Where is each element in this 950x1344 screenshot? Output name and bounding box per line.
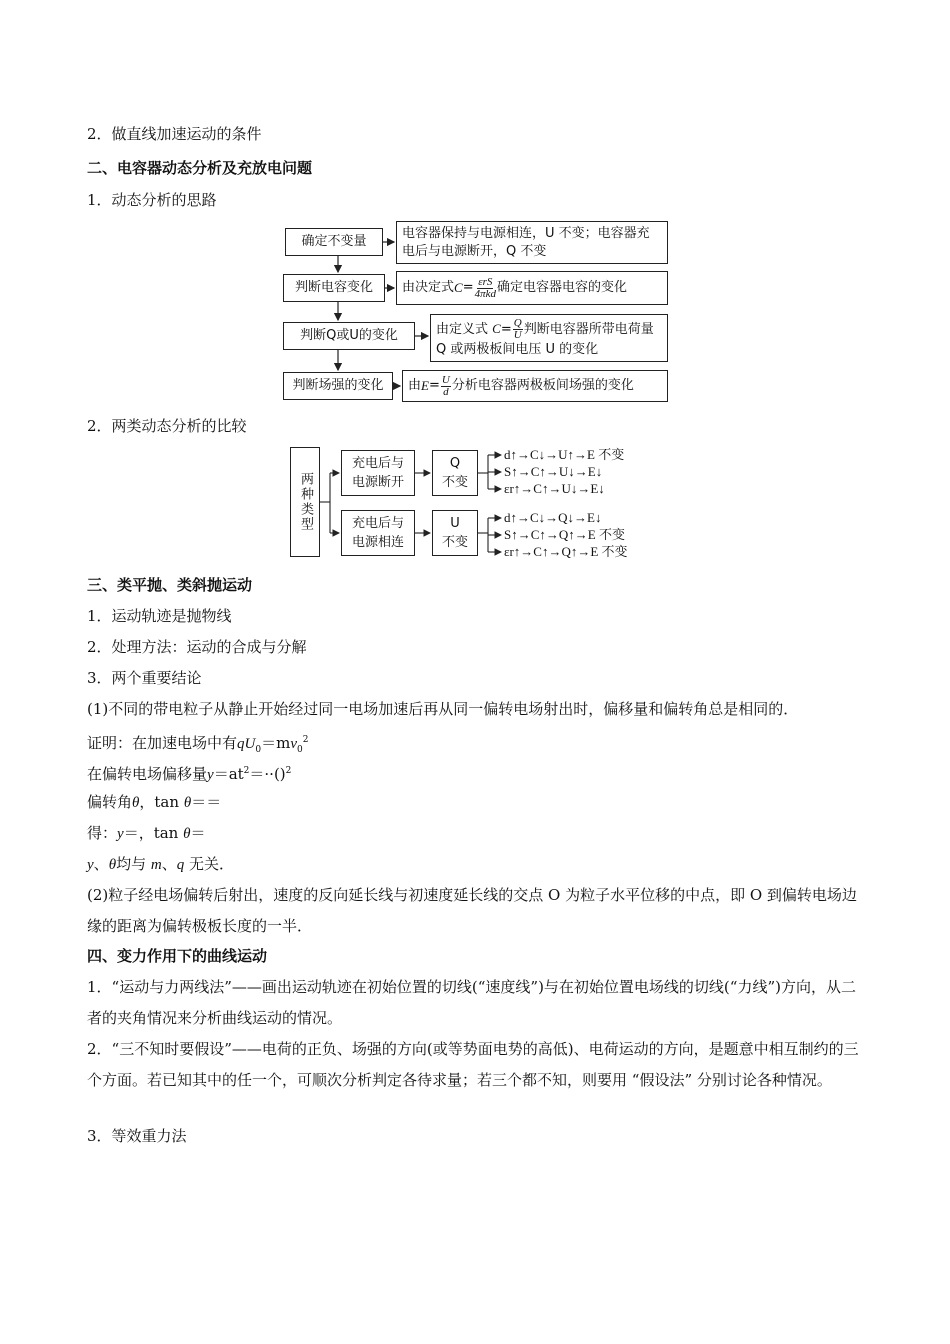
type-label: 两种类型 <box>290 447 320 557</box>
flow-step-4: 判断场强的变化 <box>283 372 393 400</box>
item-conclusions: 3．两个重要结论 <box>87 669 202 687</box>
expr-equals-m: ＝m <box>261 734 291 752</box>
capacitance-symbol: C <box>454 280 463 295</box>
flow-step-1: 确定不变量 <box>285 228 383 256</box>
expr-y: y <box>207 767 214 783</box>
fraction-numerator: Q <box>513 316 522 329</box>
chain-connected-2: S↑→C↑→Q↑→E 不变 <box>504 527 625 542</box>
flow-step-2: 判断电容变化 <box>283 274 385 302</box>
expr-theta: θ <box>108 857 117 873</box>
item-two-types: 2．两类动态分析的比较 <box>87 417 247 435</box>
proof-text: 偏转角 <box>87 793 133 811</box>
flow-note-3-prefix: 由定义式 <box>436 321 489 337</box>
flow-note-4-prefix: 由 <box>408 378 422 393</box>
fraction-denominator: 4πkd <box>474 287 496 300</box>
expr-theta: θ <box>183 826 191 842</box>
flow-step-3: 判断Q或U的变化 <box>283 322 415 350</box>
expr-tan: ＝，tan <box>123 824 179 842</box>
case-connected: 充电后与电源相连 <box>341 510 415 556</box>
item-parabola: 1．运动轨迹是抛物线 <box>87 607 232 625</box>
separator: 、 <box>161 855 177 873</box>
case-disconnected: 充电后与电源断开 <box>341 450 415 496</box>
flow-note-1-text: 电容器保持与电源相连，U 不变；电容器充电后与电源断开，Q 不变 <box>402 225 650 259</box>
expr-equals: ＝＝ <box>191 793 222 811</box>
expr-theta: θ <box>132 795 140 811</box>
comparison-connectors <box>0 430 950 570</box>
expr-v: v <box>290 736 297 752</box>
expr-tan: ，tan <box>139 793 180 811</box>
section-heading-4: 四、变力作用下的曲线运动 <box>87 947 268 965</box>
chain-connected-1: d↑→C↓→Q↓→E↓ <box>504 510 602 525</box>
chain-disconnected-1: d↑→C↓→U↑→E 不变 <box>504 447 625 462</box>
expr-theta: θ <box>183 795 192 811</box>
chain-connected-3: εr↑→C↑→Q↑→E 不变 <box>504 544 628 559</box>
chain-disconnected-3: εr↑→C↑→U↓→E↓ <box>504 481 605 496</box>
flow-note-4-suffix: 分析电容器两极板间场强的变化 <box>451 378 634 393</box>
subscript: 0 <box>255 745 262 755</box>
capacitance-symbol: C <box>492 320 501 336</box>
case-disconnected-constant: Q 不变 <box>432 450 478 496</box>
method-assumption: 2．“三不知时要假设”——电荷的正负、场强的方向(或等势面电势的高低)、电荷运动的方向，是题意中相互制约的三个方面。若已知其中的任一个，可顺次分析判定各待求量；若三个都不知，则要用 “假设法” 分别讨论各种情况。 <box>87 1040 859 1089</box>
proof-line-4 <box>87 822 206 845</box>
expr-rest: ＝··() <box>249 765 286 783</box>
method-two-lines: 1．“运动与力两线法”——画出运动轨迹在初始位置的切线(“速度线”)与在初始位置电场线的切线(“力线”)方向，从二者的夹角情况来分析曲线运动的情况。 <box>87 978 856 1027</box>
proof-text: 无关． <box>189 855 235 873</box>
proof-text: 得： <box>87 824 118 842</box>
item-equivalent-gravity: 3．等效重力法 <box>87 1127 187 1145</box>
expr-m: m <box>150 857 162 873</box>
superscript: 2 <box>285 766 292 776</box>
conclusion-2: (2)粒子经电场偏转后射出，速度的反向延长线与初速度延长线的交点 O 为粒子水平位移的中点，即 O 到偏转电场边缘的距离为偏转极板长度的一半． <box>87 886 857 935</box>
section-heading-3: 三、类平抛、类斜抛运动 <box>87 576 253 594</box>
fraction-numerator: εrS <box>478 275 493 288</box>
expr-equals: ＝ <box>190 824 206 842</box>
expr-qU: qU <box>237 736 256 752</box>
item-linear-acceleration: 2．做直线加速运动的条件 <box>87 125 262 143</box>
proof-line-5 <box>87 853 234 876</box>
proof-text: 均与 <box>116 855 147 873</box>
proof-text: 证明：在加速电场中有 <box>87 734 238 752</box>
item-method: 2．处理方法：运动的合成与分解 <box>87 638 307 656</box>
flowchart-arrows <box>0 0 950 420</box>
subscript: 0 <box>297 745 303 755</box>
case-connected-constant: U 不变 <box>432 510 478 556</box>
proof-line-2 <box>87 760 291 786</box>
proof-text: 在偏转电场偏移量 <box>87 765 208 783</box>
expr-y: y <box>87 857 94 873</box>
separator: 、 <box>93 855 109 873</box>
expr-at: ＝at <box>213 765 244 783</box>
section-heading-2: 二、电容器动态分析及充放电问题 <box>87 159 313 177</box>
proof-line-3 <box>87 791 221 814</box>
equals-sign: = <box>428 378 440 393</box>
flow-note-3-suffix: 判断电容器所带电荷量 Q 或两极板间电压 U 的变化 <box>436 321 654 357</box>
superscript: 2 <box>302 735 309 745</box>
flow-note-2-prefix: 由决定式 <box>402 280 455 295</box>
fraction-denominator: U <box>513 328 522 341</box>
proof-line-1 <box>87 729 308 761</box>
fraction-denominator: d <box>443 385 449 398</box>
field-symbol: E <box>421 378 429 393</box>
flow-note-2-suffix: 确定电容器电容的变化 <box>497 280 628 295</box>
chain-disconnected-2: S↑→C↑→U↓→E↓ <box>504 464 603 479</box>
expr-q: q <box>176 857 185 873</box>
equals-sign: = <box>500 321 512 337</box>
equals-sign: = <box>462 280 474 295</box>
fraction-numerator: U <box>441 373 450 386</box>
superscript: 2 <box>243 766 250 776</box>
item-dynamic-analysis: 1．动态分析的思路 <box>87 191 217 209</box>
expr-y: y <box>117 826 124 842</box>
conclusion-1: (1)不同的带电粒子从静止开始经过同一电场加速后再从同一偏转电场射出时，偏移量和偏转角总是相同的． <box>87 700 799 718</box>
